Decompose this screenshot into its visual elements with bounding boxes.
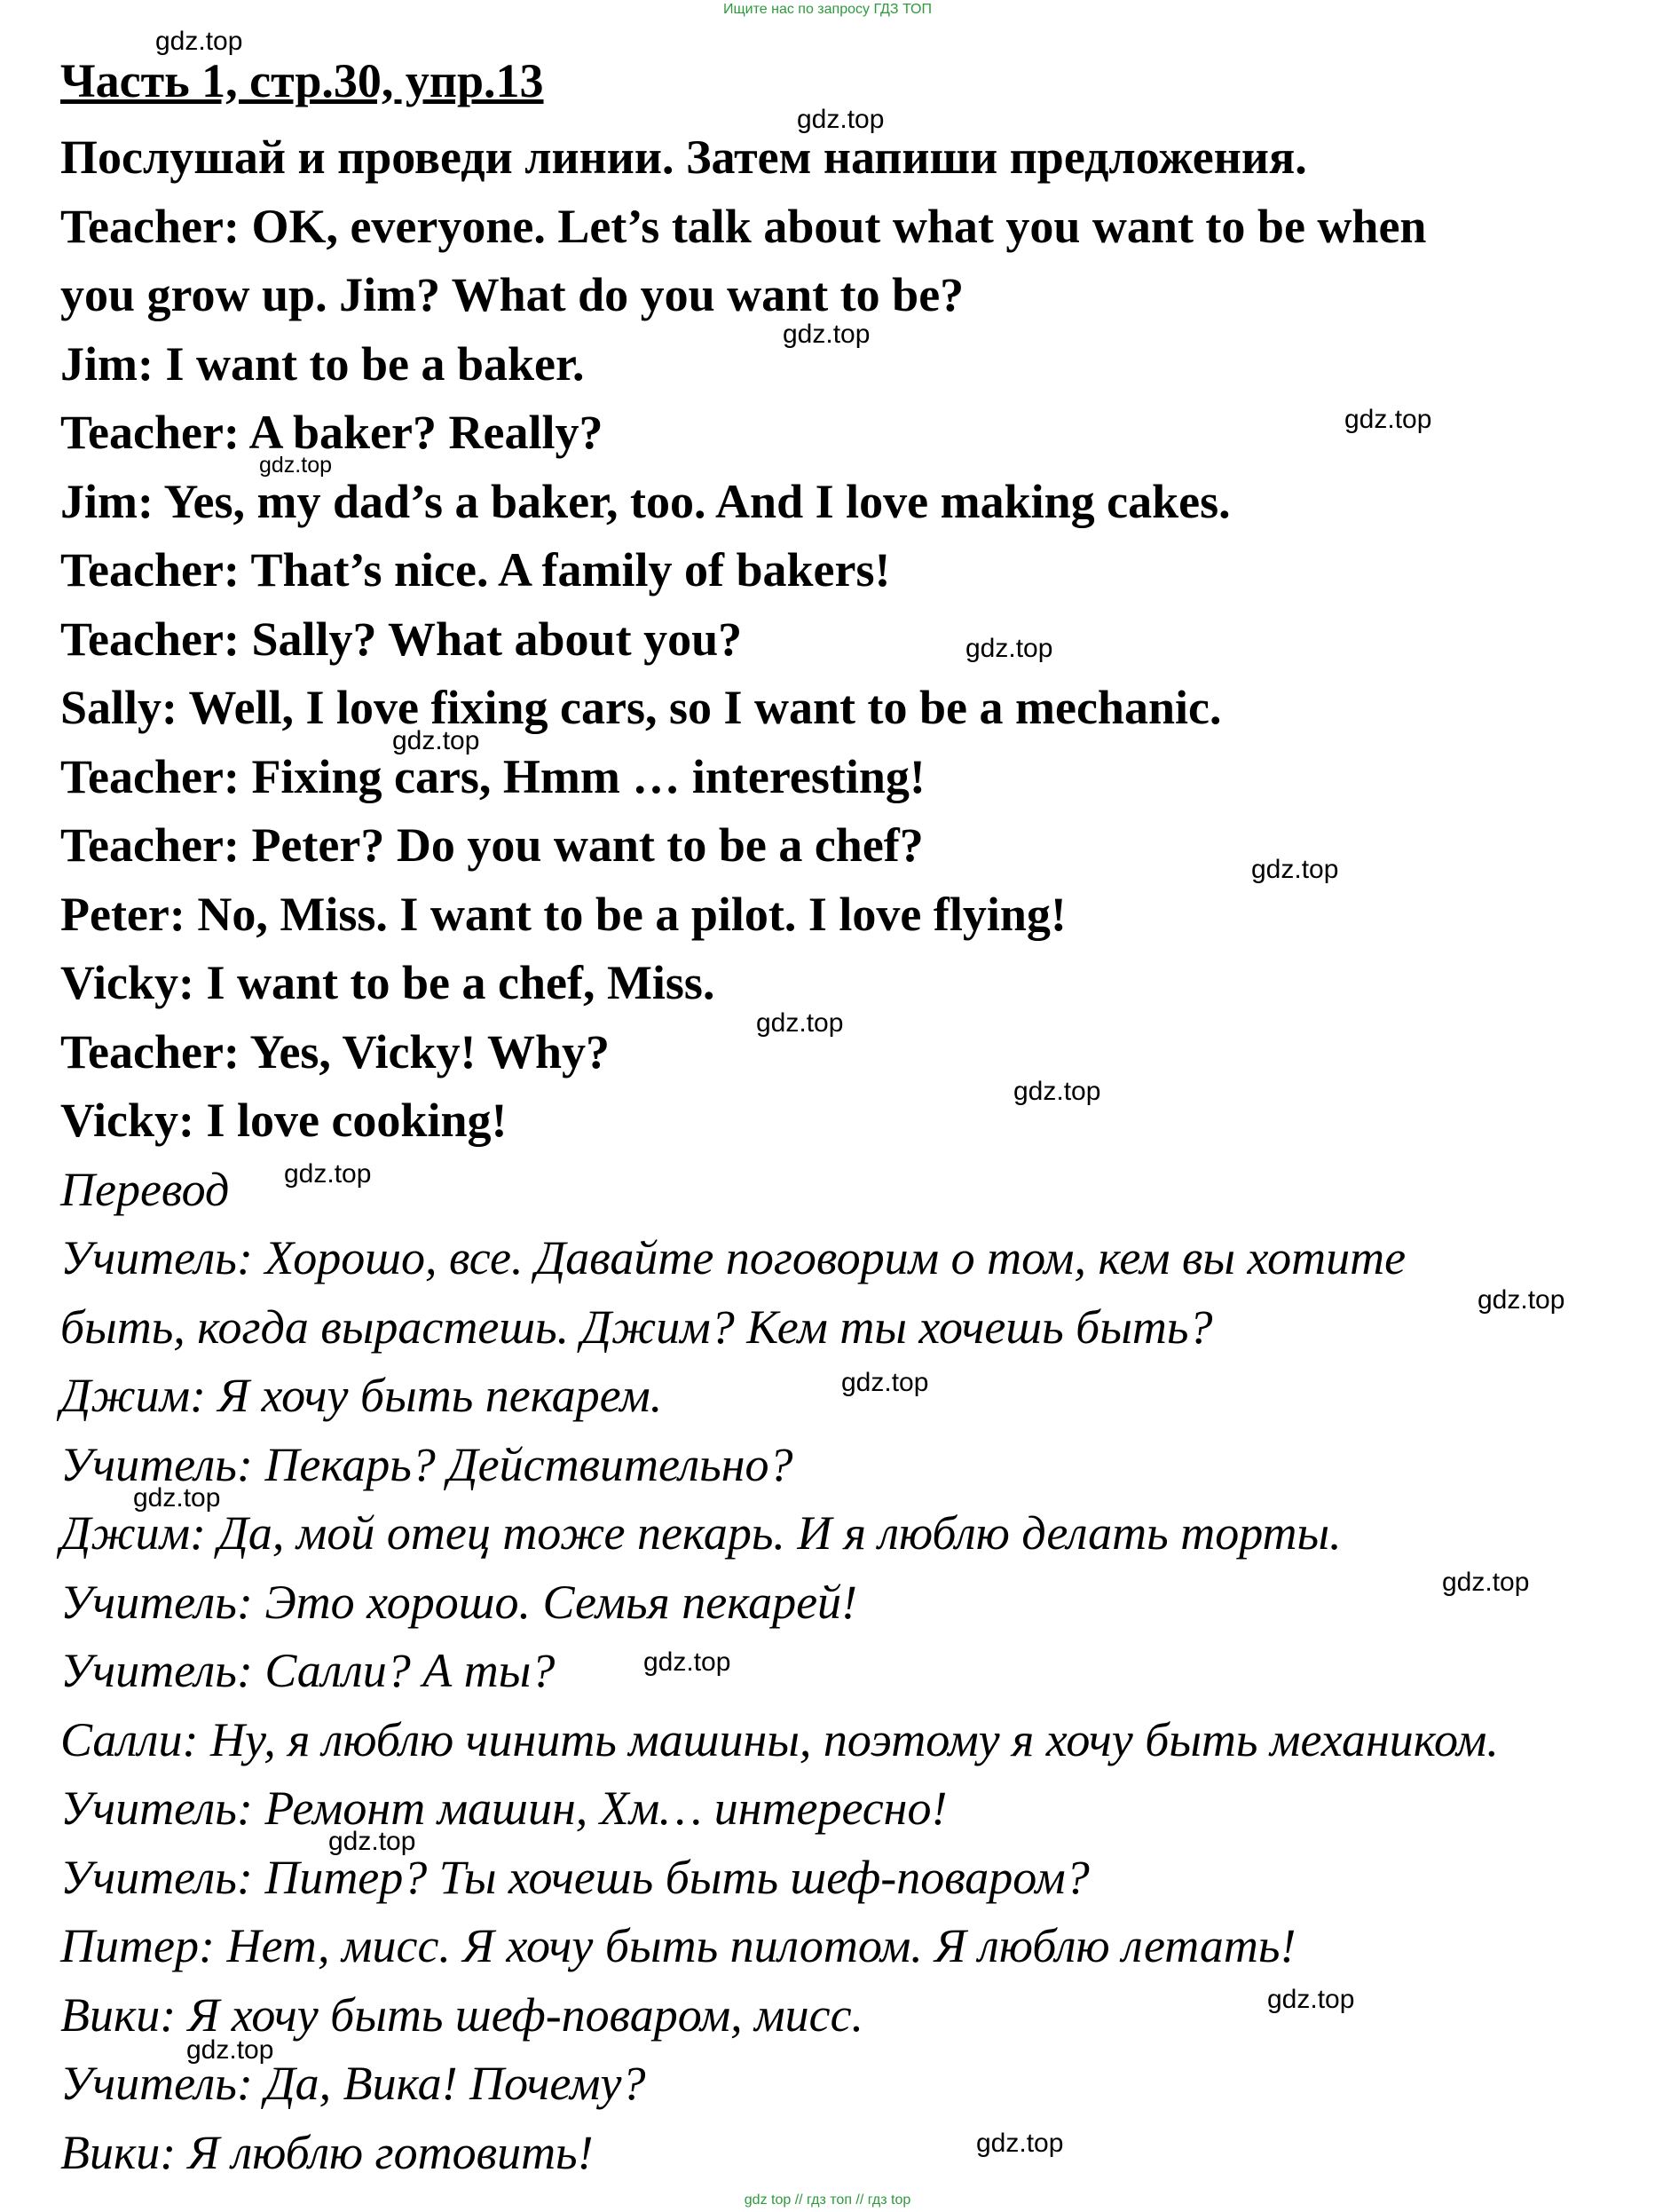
header-note: Ищите нас по запросу ГДЗ ТОП — [723, 2, 932, 17]
watermark: gdz.top — [756, 1008, 844, 1038]
footer-note: gdz top // гдз топ // гдз top — [744, 2192, 911, 2208]
exercise-title: Часть 1, стр.30, упр.13 — [60, 54, 544, 107]
translation-line: Учитель: Хорошо, все. Давайте поговорим о том, кем вы хотите — [60, 1231, 1407, 1284]
translation-line: Джим: Да, мой отец тоже пекарь. И я люблю делать торты. — [60, 1506, 1342, 1560]
translation-line: Салли: Ну, я люблю чинить машины, поэтому я хочу быть механиком. — [60, 1713, 1499, 1766]
translation-line: Учитель: Да, Вика! Почему? — [60, 2057, 646, 2110]
dialogue-line: Teacher: A baker? Really? — [60, 406, 603, 459]
watermark: gdz.top — [328, 1827, 416, 1856]
translation-line: быть, когда вырастешь. Джим? Кем ты хочешь быть? — [60, 1300, 1213, 1354]
dialogue-line: Teacher: Fixing cars, Hmm … interesting! — [60, 750, 926, 803]
dialogue-line: Teacher: That’s nice. A family of bakers! — [60, 543, 891, 596]
translation-line: Учитель: Пекарь? Действительно? — [60, 1438, 793, 1491]
watermark: gdz.top — [284, 1159, 372, 1189]
watermark: gdz.top — [643, 1647, 731, 1677]
translation-line: Вики: Я хочу быть шеф-поваром, мисс. — [60, 1988, 864, 2042]
translation-line: Учитель: Это хорошо. Семья пекарей! — [60, 1576, 858, 1629]
watermark: gdz.top — [965, 634, 1053, 663]
dialogue-line: Vicky: I want to be a chef, Miss. — [60, 956, 715, 1009]
instruction-line: Послушай и проведи линии. Затем напиши предложения. — [60, 130, 1307, 184]
dialogue-line: Teacher: Yes, Vicky! Why? — [60, 1025, 610, 1078]
dialogue-line: Peter: No, Miss. I want to be a pilot. I love flying! — [60, 888, 1067, 941]
dialogue-line: you grow up. Jim? What do you want to be? — [60, 268, 965, 321]
translation-line: Учитель: Ремонт машин, Хм… интересно! — [60, 1781, 948, 1835]
translation-heading: Перевод — [60, 1163, 230, 1216]
translation-line: Джим: Я хочу быть пекарем. — [60, 1369, 663, 1422]
dialogue-line: Teacher: Sally? What about you? — [60, 612, 743, 666]
dialogue-line: Teacher: OK, everyone. Let’s talk about what you want to be when — [60, 200, 1427, 253]
watermark: gdz.top — [1251, 855, 1339, 884]
watermark: gdz.top — [797, 105, 885, 134]
watermark: gdz.top — [186, 2035, 274, 2065]
watermark: gdz.top — [841, 1368, 929, 1397]
translation-line: Вики: Я люблю готовить! — [60, 2126, 594, 2179]
watermark: gdz.top — [1267, 1985, 1355, 2014]
watermark: gdz.top — [1478, 1285, 1565, 1315]
watermark: gdz.top — [976, 2129, 1064, 2158]
watermark: gdz.top — [259, 453, 333, 478]
watermark: gdz.top — [783, 320, 871, 349]
dialogue-line: Jim: Yes, my dad’s a baker, too. And I love making cakes. — [60, 475, 1231, 528]
watermark: gdz.top — [392, 726, 480, 755]
watermark: gdz.top — [1013, 1077, 1101, 1106]
dialogue-line: Sally: Well, I love fixing cars, so I want to be a mechanic. — [60, 681, 1222, 734]
dialogue-line: Jim: I want to be a baker. — [60, 337, 585, 391]
dialogue-line: Teacher: Peter? Do you want to be a chef? — [60, 818, 924, 872]
watermark: gdz.top — [1344, 405, 1432, 434]
watermark: gdz.top — [1442, 1568, 1530, 1597]
translation-line: Питер: Нет, мисс. Я хочу быть пилотом. Я люблю летать! — [60, 1919, 1296, 1972]
watermark: gdz.top — [155, 27, 243, 56]
translation-line: Учитель: Питер? Ты хочешь быть шеф-поваром? — [60, 1851, 1090, 1904]
watermark: gdz.top — [133, 1483, 221, 1513]
dialogue-line: Vicky: I love cooking! — [60, 1094, 508, 1147]
translation-line: Учитель: Салли? А ты? — [60, 1644, 556, 1697]
